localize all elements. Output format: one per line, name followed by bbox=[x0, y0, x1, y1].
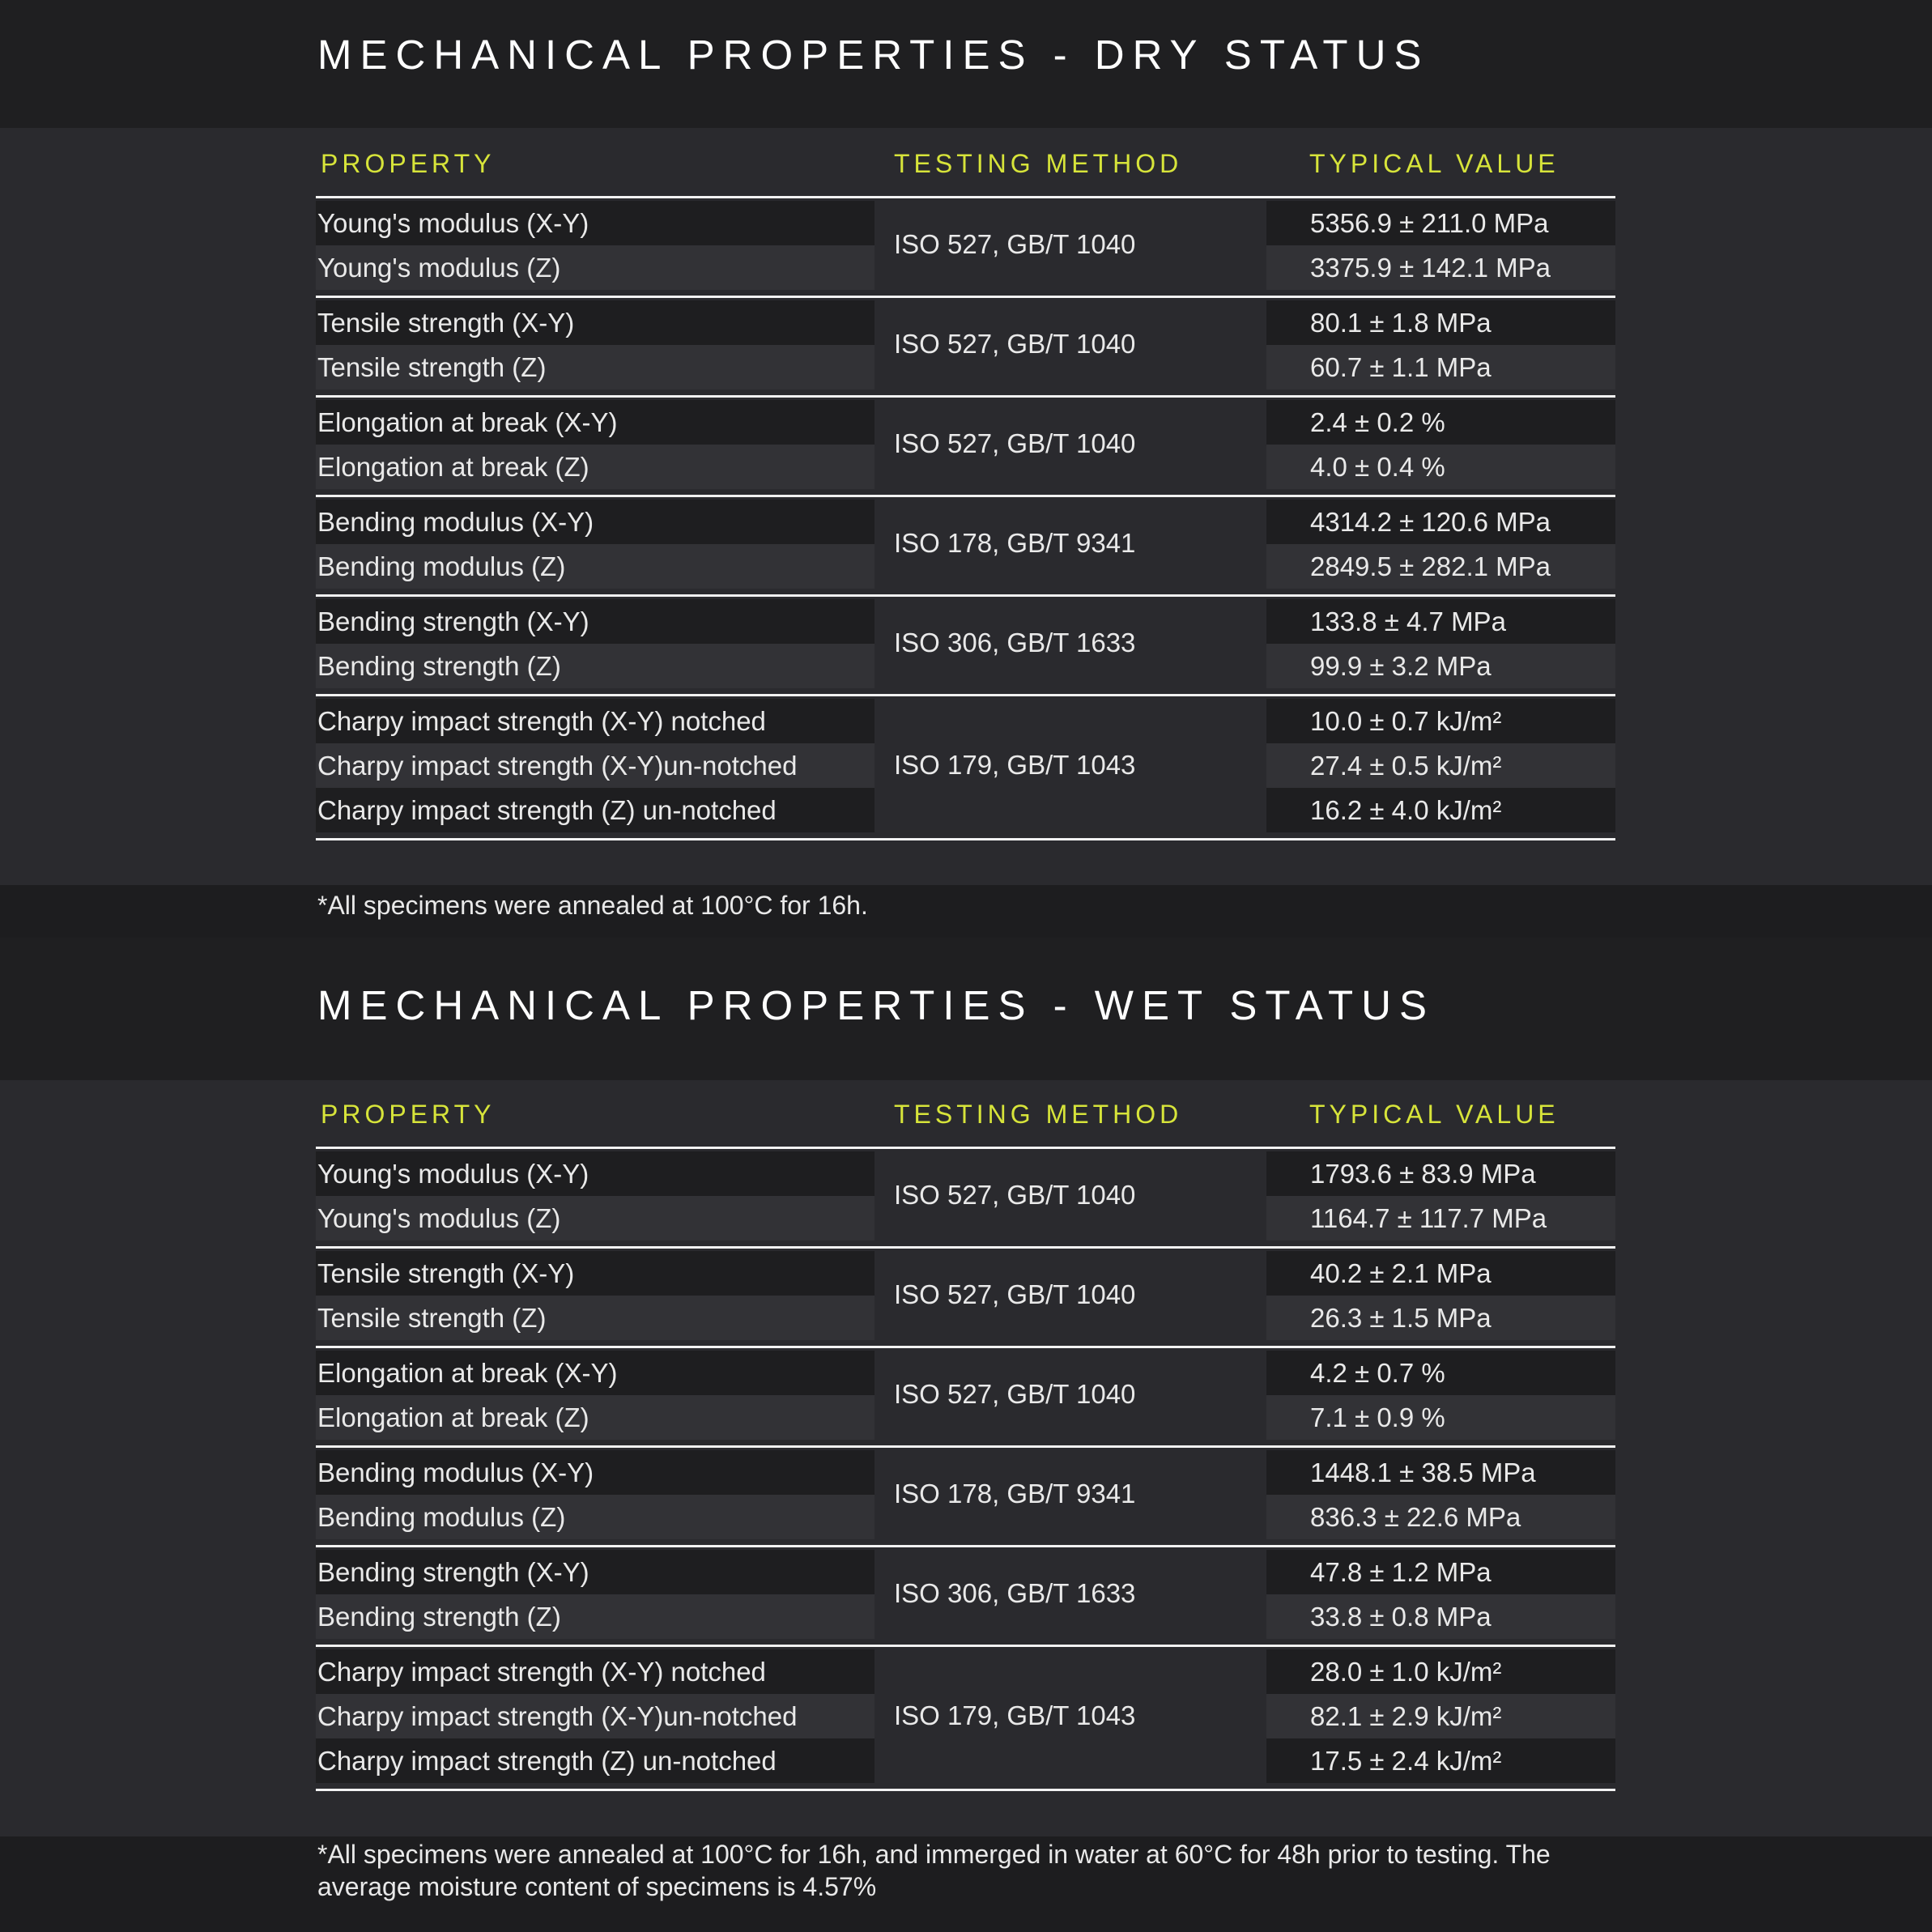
property-group bbox=[316, 699, 1615, 832]
typical-value: 26.3 ± 1.5 MPa bbox=[1310, 1303, 1492, 1333]
table-row bbox=[316, 1738, 1615, 1783]
header-testing-method: TESTING METHOD bbox=[894, 149, 1183, 178]
wet-section-title: MECHANICAL PROPERTIES - WET STATUS bbox=[317, 982, 1435, 1028]
table-rule bbox=[316, 1645, 1615, 1647]
property-name: Young's modulus (Z) bbox=[317, 1203, 561, 1233]
property-name: Bending strength (X-Y) bbox=[317, 1557, 589, 1587]
table-header bbox=[316, 149, 1615, 191]
property-name: Bending strength (Z) bbox=[317, 1602, 561, 1632]
table-rule bbox=[316, 694, 1615, 696]
table-row bbox=[316, 1649, 1615, 1694]
typical-value: 40.2 ± 2.1 MPa bbox=[1310, 1258, 1492, 1288]
table-rule bbox=[316, 1346, 1615, 1348]
property-name: Charpy impact strength (Z) un-notched bbox=[317, 1746, 777, 1776]
property-group bbox=[316, 1649, 1615, 1783]
property-name: Charpy impact strength (Z) un-notched bbox=[317, 795, 777, 825]
testing-method: ISO 179, GB/T 1043 bbox=[894, 1700, 1136, 1730]
header-typical-value: TYPICAL VALUE bbox=[1309, 1100, 1560, 1129]
header-testing-method: TESTING METHOD bbox=[894, 1100, 1183, 1129]
property-name: Young's modulus (Z) bbox=[317, 253, 561, 283]
typical-value: 2849.5 ± 282.1 MPa bbox=[1310, 551, 1551, 581]
property-name: Tensile strength (Z) bbox=[317, 1303, 547, 1333]
property-name: Charpy impact strength (X-Y) notched bbox=[317, 1657, 766, 1687]
property-group bbox=[316, 500, 1615, 589]
table-rule bbox=[316, 594, 1615, 597]
testing-method: ISO 527, GB/T 1040 bbox=[894, 1379, 1136, 1409]
testing-method: ISO 527, GB/T 1040 bbox=[894, 1279, 1136, 1309]
testing-method: ISO 527, GB/T 1040 bbox=[894, 329, 1136, 359]
typical-value: 1448.1 ± 38.5 MPa bbox=[1310, 1458, 1536, 1487]
typical-value: 10.0 ± 0.7 kJ/m² bbox=[1310, 706, 1502, 736]
typical-value: 133.8 ± 4.7 MPa bbox=[1310, 606, 1506, 636]
table-rule bbox=[316, 296, 1615, 298]
wet-properties-table bbox=[316, 1100, 1615, 1833]
property-name: Bending modulus (X-Y) bbox=[317, 507, 594, 537]
testing-method: ISO 527, GB/T 1040 bbox=[894, 1180, 1136, 1210]
property-name: Bending modulus (Z) bbox=[317, 1502, 566, 1532]
property-group bbox=[316, 1251, 1615, 1340]
table-rule bbox=[316, 1147, 1615, 1149]
typical-value: 28.0 ± 1.0 kJ/m² bbox=[1310, 1657, 1502, 1687]
dry-properties-table bbox=[316, 149, 1615, 883]
property-name: Bending modulus (X-Y) bbox=[317, 1458, 594, 1487]
property-group bbox=[316, 300, 1615, 389]
typical-value: 4.0 ± 0.4 % bbox=[1310, 452, 1445, 482]
testing-method: ISO 306, GB/T 1633 bbox=[894, 1578, 1136, 1608]
property-name: Tensile strength (X-Y) bbox=[317, 1258, 575, 1288]
property-name: Tensile strength (X-Y) bbox=[317, 308, 575, 338]
property-name: Young's modulus (X-Y) bbox=[317, 208, 589, 238]
header-property: PROPERTY bbox=[321, 149, 496, 178]
property-group bbox=[316, 599, 1615, 688]
property-name: Charpy impact strength (X-Y)un-notched bbox=[317, 1701, 798, 1731]
property-name: Charpy impact strength (X-Y) notched bbox=[317, 706, 766, 736]
testing-method: ISO 178, GB/T 9341 bbox=[894, 528, 1136, 558]
property-name: Bending strength (X-Y) bbox=[317, 606, 589, 636]
property-group bbox=[316, 1550, 1615, 1639]
typical-value: 16.2 ± 4.0 kJ/m² bbox=[1310, 795, 1502, 825]
property-name: Elongation at break (X-Y) bbox=[317, 1358, 618, 1388]
typical-value: 17.5 ± 2.4 kJ/m² bbox=[1310, 1746, 1502, 1776]
header-property: PROPERTY bbox=[321, 1100, 496, 1129]
property-group bbox=[316, 1450, 1615, 1539]
property-name: Elongation at break (X-Y) bbox=[317, 407, 618, 437]
typical-value: 33.8 ± 0.8 MPa bbox=[1310, 1602, 1492, 1632]
typical-value: 3375.9 ± 142.1 MPa bbox=[1310, 253, 1551, 283]
table-rule bbox=[316, 838, 1615, 840]
typical-value: 1793.6 ± 83.9 MPa bbox=[1310, 1159, 1536, 1189]
table-header bbox=[316, 1100, 1615, 1142]
typical-value: 2.4 ± 0.2 % bbox=[1310, 407, 1445, 437]
typical-value: 47.8 ± 1.2 MPa bbox=[1310, 1557, 1492, 1587]
property-name: Elongation at break (Z) bbox=[317, 452, 589, 482]
property-group bbox=[316, 1151, 1615, 1240]
table-rule bbox=[316, 495, 1615, 497]
typical-value: 60.7 ± 1.1 MPa bbox=[1310, 352, 1492, 382]
header-typical-value: TYPICAL VALUE bbox=[1309, 149, 1560, 178]
property-name: Bending modulus (Z) bbox=[317, 551, 566, 581]
typical-value: 5356.9 ± 211.0 MPa bbox=[1310, 208, 1549, 238]
typical-value: 80.1 ± 1.8 MPa bbox=[1310, 308, 1492, 338]
typical-value: 99.9 ± 3.2 MPa bbox=[1310, 651, 1492, 681]
table-rule bbox=[316, 1445, 1615, 1448]
property-group bbox=[316, 1351, 1615, 1440]
property-name: Charpy impact strength (X-Y)un-notched bbox=[317, 751, 798, 781]
testing-method: ISO 178, GB/T 9341 bbox=[894, 1479, 1136, 1509]
property-group bbox=[316, 400, 1615, 489]
typical-value: 1164.7 ± 117.7 MPa bbox=[1310, 1203, 1547, 1233]
property-name: Young's modulus (X-Y) bbox=[317, 1159, 589, 1189]
typical-value: 836.3 ± 22.6 MPa bbox=[1310, 1502, 1521, 1532]
table-row bbox=[316, 699, 1615, 743]
table-rule bbox=[316, 1246, 1615, 1249]
wet-footnote: *All specimens were annealed at 100°C for 16h, and immerged in water at 60°C for 48h prior to testing. The average moisture content of specimens is 4.57% bbox=[317, 1840, 1551, 1901]
testing-method: ISO 527, GB/T 1040 bbox=[894, 428, 1136, 458]
table-rule bbox=[316, 1545, 1615, 1547]
property-name: Elongation at break (Z) bbox=[317, 1402, 589, 1432]
table-row bbox=[316, 788, 1615, 832]
property-name: Bending strength (Z) bbox=[317, 651, 561, 681]
property-group bbox=[316, 201, 1615, 290]
testing-method: ISO 306, GB/T 1633 bbox=[894, 628, 1136, 657]
testing-method: ISO 179, GB/T 1043 bbox=[894, 749, 1136, 780]
property-name: Tensile strength (Z) bbox=[317, 352, 547, 382]
typical-value: 4.2 ± 0.7 % bbox=[1310, 1358, 1445, 1388]
table-rule bbox=[316, 196, 1615, 198]
typical-value: 82.1 ± 2.9 kJ/m² bbox=[1310, 1701, 1502, 1731]
typical-value: 7.1 ± 0.9 % bbox=[1310, 1402, 1445, 1432]
table-rule bbox=[316, 1789, 1615, 1791]
dry-section-title: MECHANICAL PROPERTIES - DRY STATUS bbox=[317, 32, 1430, 78]
typical-value: 4314.2 ± 120.6 MPa bbox=[1310, 507, 1551, 537]
dry-footnote: *All specimens were annealed at 100°C for 16h. bbox=[317, 891, 868, 920]
testing-method: ISO 527, GB/T 1040 bbox=[894, 229, 1136, 259]
table-rule bbox=[316, 395, 1615, 398]
typical-value: 27.4 ± 0.5 kJ/m² bbox=[1310, 751, 1502, 781]
